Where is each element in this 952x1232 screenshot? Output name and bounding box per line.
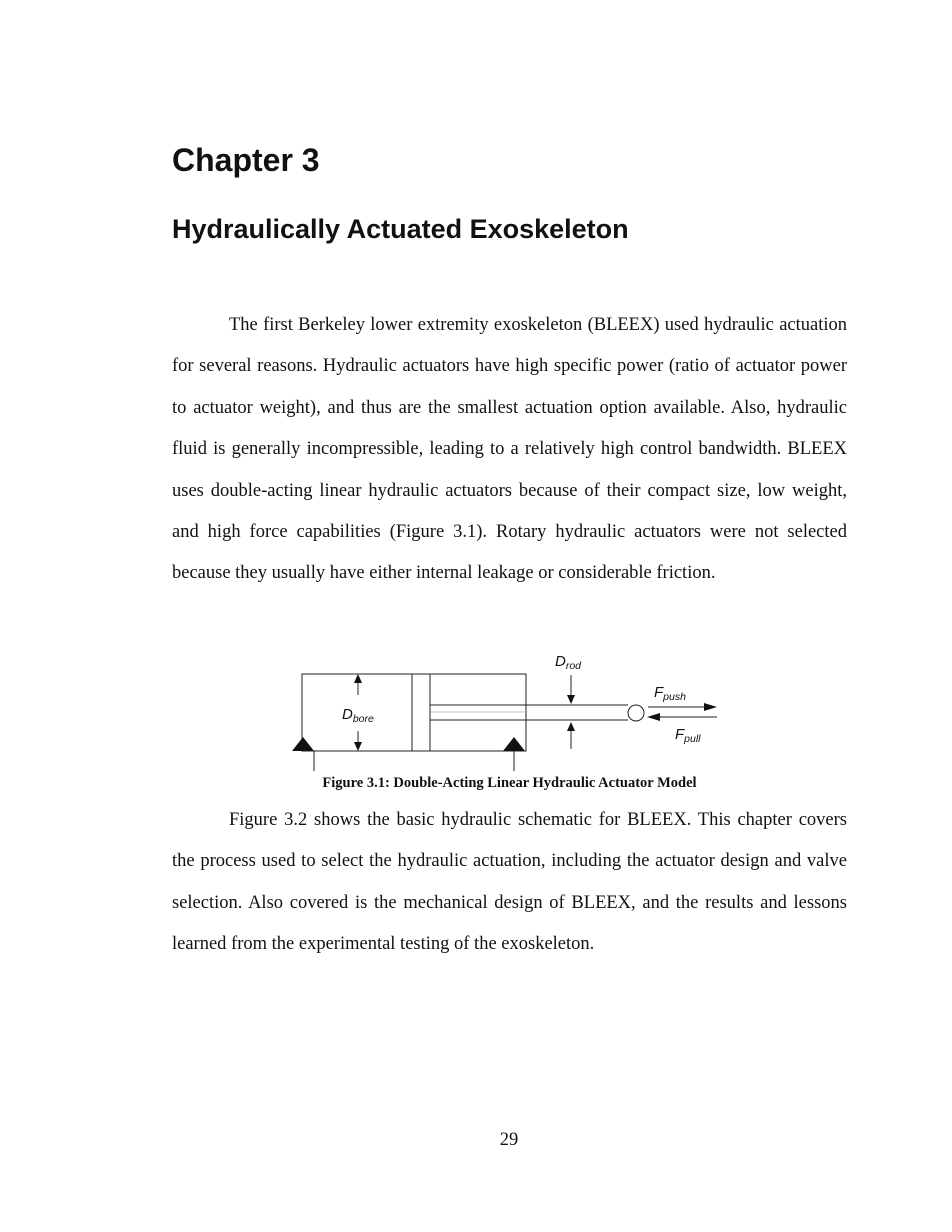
d-bore-label	[342, 706, 374, 725]
f-push-subscript: push	[663, 691, 686, 703]
left-support-triangle	[292, 737, 314, 751]
cylinder-body	[302, 674, 526, 751]
f-push-main: F	[654, 684, 664, 701]
d-bore-subscript: bore	[352, 713, 374, 725]
f-pull-label	[675, 726, 701, 745]
d-rod-subscript: rod	[565, 660, 582, 672]
page-number: 29	[499, 1130, 519, 1150]
d-rod-label	[555, 653, 582, 672]
rod-arrow-down-head	[567, 695, 575, 704]
actuator-diagram	[290, 645, 730, 775]
chapter-title: Chapter 3	[172, 142, 320, 178]
bore-arrow-up-head	[354, 674, 362, 683]
f-push-label	[654, 684, 686, 703]
rod-end-eye	[628, 705, 644, 721]
f-pull-main: F	[675, 726, 685, 743]
d-rod-main: D	[555, 653, 566, 670]
body-paragraph-2: Figure 3.2 shows the basic hydraulic schematic for BLEEX. This chapter covers the process used to select the hydraulic actuation, including the actuator design and valve selection. Also covered is the mechanical design of BLEEX, and the results and lessons learned from the experimental testing of the exoskeleton.	[172, 810, 847, 955]
d-bore-main: D	[342, 706, 353, 723]
right-support-triangle	[503, 737, 525, 751]
rod-arrow-up-head	[567, 722, 575, 731]
body-paragraph-1: The first Berkeley lower extremity exoskeleton (BLEEX) used hydraulic actuation for several reasons. Hydraulic actuators have high specific power (ratio of actuator power to actuator weight), and thus are the smallest actuation option available. Also, hydraulic fluid is generally incompressible, leading to a relatively high control bandwidth. BLEEX uses double-acting linear hydraulic actuators because of their compact size, low weight, and high force capabilities (Figure 3.1). Rotary hydraulic actuators were not selected because they usually have either internal leakage or considerable friction.	[172, 315, 847, 584]
push-arrow-head	[704, 703, 717, 711]
bore-arrow-down-head	[354, 742, 362, 751]
section-title: Hydraulically Actuated Exoskeleton	[172, 214, 629, 244]
figure-caption: Figure 3.1: Double-Acting Linear Hydraulic Actuator Model	[322, 775, 697, 791]
pull-arrow-head	[647, 713, 660, 721]
f-pull-subscript: pull	[684, 733, 701, 745]
